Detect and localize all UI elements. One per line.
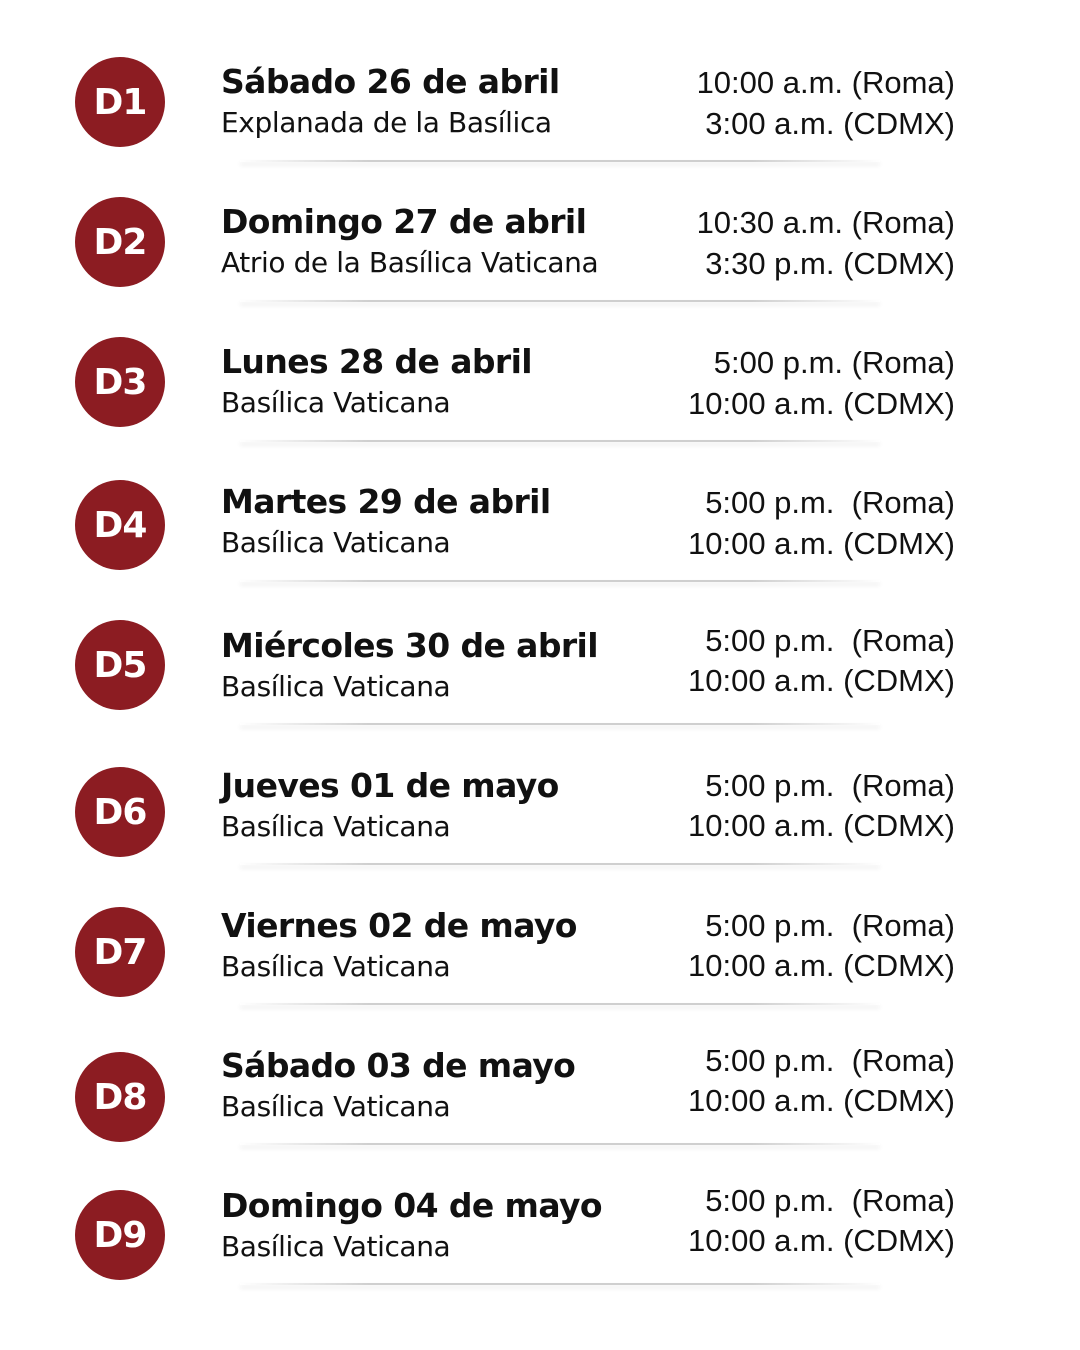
time-roma: 5:00 p.m. (Roma) xyxy=(705,768,955,803)
time-cdmx: 3:30 p.m. (CDMX) xyxy=(705,246,955,281)
time-cdmx: 10:00 a.m. (CDMX) xyxy=(687,526,955,561)
row-divider xyxy=(240,863,880,865)
day-date: Jueves 01 de mayo xyxy=(221,766,559,805)
row-divider xyxy=(240,1003,880,1005)
schedule-row-d3 xyxy=(0,325,1080,465)
time-cdmx: 10:00 a.m. (CDMX) xyxy=(687,808,955,843)
time-roma: 5:00 p.m. (Roma) xyxy=(713,345,955,380)
schedule-row-d8 xyxy=(0,1030,1080,1170)
row-divider xyxy=(240,723,880,725)
day-date: Miércoles 30 de abril xyxy=(221,626,598,665)
day-place: Basílica Vaticana xyxy=(221,526,451,559)
time-cdmx: 3:00 a.m. (CDMX) xyxy=(705,106,955,141)
day-place: Basílica Vaticana xyxy=(221,950,451,983)
row-divider xyxy=(240,1143,880,1145)
row-divider xyxy=(240,440,880,442)
row-divider xyxy=(240,1283,880,1285)
day-badge: D4 xyxy=(75,480,165,570)
time-roma: 10:00 a.m. (Roma) xyxy=(696,65,955,100)
day-date: Sábado 26 de abril xyxy=(221,62,560,101)
schedule-row-d4 xyxy=(0,465,1080,605)
day-place: Basílica Vaticana xyxy=(221,810,451,843)
day-date: Lunes 28 de abril xyxy=(221,342,533,381)
day-place: Explanada de la Basílica xyxy=(221,106,552,139)
time-roma: 5:00 p.m. (Roma) xyxy=(705,485,955,520)
time-cdmx: 10:00 a.m. (CDMX) xyxy=(687,1223,955,1258)
schedule-row-d6 xyxy=(0,750,1080,890)
day-place: Basílica Vaticana xyxy=(221,1230,451,1263)
day-place: Basílica Vaticana xyxy=(221,1090,451,1123)
row-divider xyxy=(240,580,880,582)
day-place: Basílica Vaticana xyxy=(221,386,451,419)
time-roma: 5:00 p.m. (Roma) xyxy=(705,908,955,943)
day-place: Basílica Vaticana xyxy=(221,670,451,703)
time-cdmx: 10:00 a.m. (CDMX) xyxy=(687,948,955,983)
day-badge: D6 xyxy=(75,767,165,857)
time-cdmx: 10:00 a.m. (CDMX) xyxy=(687,663,955,698)
day-date: Sábado 03 de mayo xyxy=(221,1046,576,1085)
day-badge: D8 xyxy=(75,1052,165,1142)
day-badge: D7 xyxy=(75,907,165,997)
schedule-row-d9 xyxy=(0,1170,1080,1310)
time-cdmx: 10:00 a.m. (CDMX) xyxy=(687,386,955,421)
day-date: Martes 29 de abril xyxy=(221,482,551,521)
day-date: Domingo 04 de mayo xyxy=(221,1186,602,1225)
day-badge: D9 xyxy=(75,1190,165,1280)
schedule-row-d5 xyxy=(0,605,1080,745)
schedule-row-d2 xyxy=(0,185,1080,325)
time-roma: 5:00 p.m. (Roma) xyxy=(705,1183,955,1218)
day-date: Viernes 02 de mayo xyxy=(221,906,577,945)
time-roma: 5:00 p.m. (Roma) xyxy=(705,1043,955,1078)
schedule-row-d7 xyxy=(0,890,1080,1030)
day-badge: D2 xyxy=(75,197,165,287)
row-divider xyxy=(240,160,880,162)
time-roma: 10:30 a.m. (Roma) xyxy=(696,205,955,240)
day-place: Atrio de la Basílica Vaticana xyxy=(221,246,599,279)
row-divider xyxy=(240,300,880,302)
day-badge: D3 xyxy=(75,337,165,427)
day-badge: D5 xyxy=(75,620,165,710)
day-badge: D1 xyxy=(75,57,165,147)
schedule-row-d1 xyxy=(0,45,1080,185)
time-cdmx: 10:00 a.m. (CDMX) xyxy=(687,1083,955,1118)
time-roma: 5:00 p.m. (Roma) xyxy=(705,623,955,658)
day-date: Domingo 27 de abril xyxy=(221,202,587,241)
